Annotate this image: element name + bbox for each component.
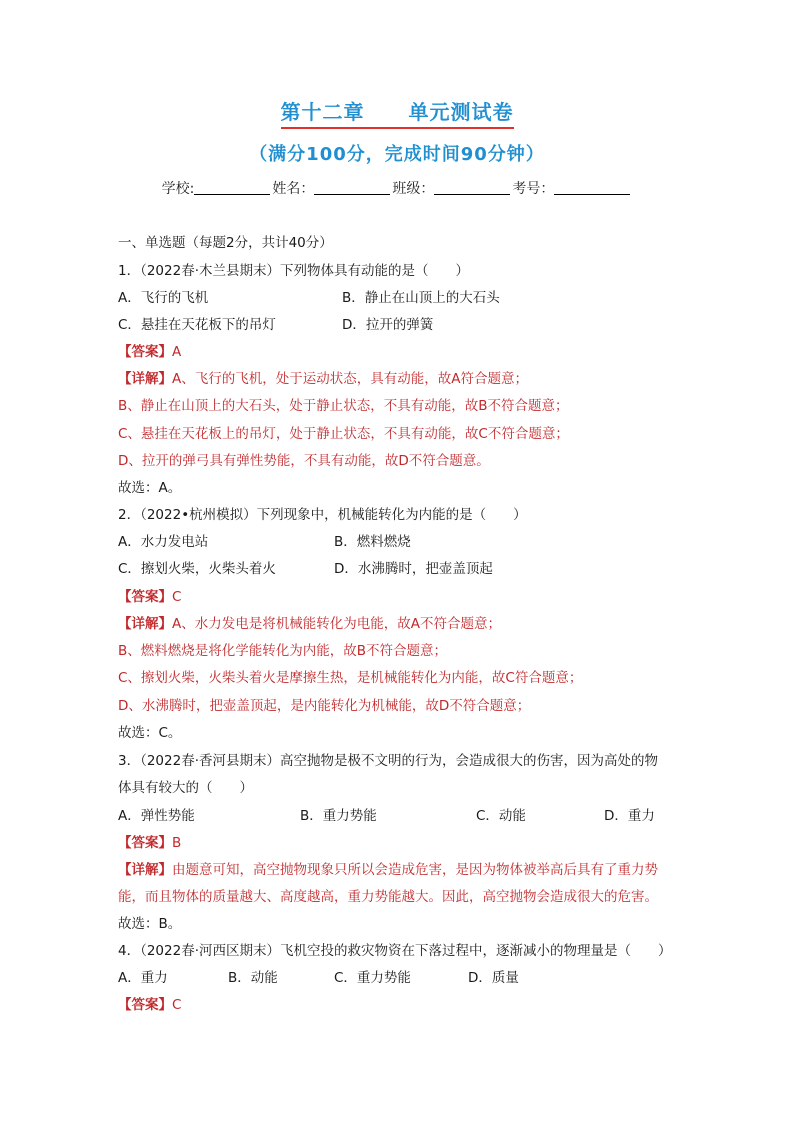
name-blank[interactable] (314, 180, 390, 195)
q2-detail-line: C、擦划火柴，火柴头着火是摩擦生热，是机械能转化为内能，故C符合题意； (118, 670, 583, 686)
class-label: 班级： (392, 181, 435, 197)
q3-stem: 3．（2022春·香河县期末）高空抛物是极不文明的行为，会造成很大的伤害，因为高处的物 (118, 753, 658, 769)
answer-tag: 【答案】 (118, 589, 172, 605)
q2-option-b: B．燃料燃烧 (334, 534, 411, 550)
q1-options-row2 (118, 315, 433, 335)
q4-stem: 4．（2022春·河西区期末）飞机空投的救灾物资在下落过程中，逐渐减小的物理量是（ ） (118, 943, 672, 959)
q2-option-a: A．水力发电站 (118, 534, 209, 550)
q1-option-c: C．悬挂在天花板下的吊灯 (118, 317, 276, 333)
q3-option-a: A．弹性势能 (118, 808, 195, 824)
answer-value: A (172, 344, 182, 360)
q2-options-row2 (118, 559, 493, 579)
exam-number-label: 考号： (512, 181, 555, 197)
detail-tag: 【详解】 (118, 862, 172, 878)
answer-tag: 【答案】 (118, 344, 172, 360)
detail-tag: 【详解】 (118, 616, 172, 632)
student-info-row (0, 178, 794, 198)
q3-answer (118, 833, 181, 853)
q1-option-b: B．静止在山顶上的大石头 (342, 290, 500, 306)
q4-option-b: B．动能 (228, 970, 278, 986)
q2-option-d: D．水沸腾时，把壶盖顶起 (334, 561, 493, 577)
q4-options-row (118, 968, 519, 988)
answer-value: B (172, 835, 182, 851)
school-blank[interactable] (194, 180, 270, 195)
q1-option-d: D．拉开的弹簧 (342, 317, 434, 333)
q1-detail-line: 【详解】A、飞行的飞机，处于运动状态，具有动能，故A符合题意； (118, 371, 528, 387)
answer-tag: 【答案】 (118, 997, 172, 1013)
q3-options-row (118, 806, 655, 826)
q3-detail-line: 【详解】由题意可知，高空抛物现象只所以会造成危害，是因为物体被举高后具有了重力势 (118, 862, 658, 878)
name-label: 姓名： (272, 181, 315, 197)
q2-detail-line: D、水沸腾时，把壶盖顶起，是内能转化为机械能，故D不符合题意； (118, 698, 531, 714)
answer-tag: 【答案】 (118, 835, 172, 851)
answer-value: C (172, 589, 182, 605)
q3-option-c: C．动能 (476, 808, 526, 824)
q4-answer (118, 995, 181, 1015)
answer-value: C (172, 997, 182, 1013)
q1-detail-line: D、拉开的弹弓具有弹性势能，不具有动能，故D不符合题意。 (118, 453, 490, 469)
q1-conclusion: 故选：A。 (118, 480, 182, 496)
class-blank[interactable] (434, 180, 510, 195)
q2-conclusion: 故选：C。 (118, 725, 182, 741)
q1-detail-line: B、静止在山顶上的大石头，处于静止状态，不具有动能，故B不符合题意； (118, 398, 569, 414)
title-block (0, 96, 794, 129)
exam-number-blank[interactable] (554, 180, 630, 195)
q2-options-row1 (118, 532, 411, 552)
q4-option-c: C．重力势能 (334, 970, 411, 986)
q2-detail-line: 【详解】A、水力发电是将机械能转化为电能，故A不符合题意； (118, 616, 501, 632)
q1-option-a: A．飞行的飞机 (118, 290, 209, 306)
school-label: 学校: (161, 181, 195, 197)
q1-detail-line: C、悬挂在天花板上的吊灯，处于静止状态，不具有动能，故C不符合题意； (118, 426, 569, 442)
q1-stem: 1．（2022春·木兰县期末）下列物体具有动能的是（ ） (118, 263, 469, 279)
section-heading: 一、单选题（每题2分，共计40分） (118, 235, 333, 251)
q1-answer (118, 342, 181, 362)
page-title: 第十二章 单元测试卷 (281, 96, 514, 129)
q3-conclusion: 故选：B。 (118, 916, 182, 932)
page-subtitle: （满分100分，完成时间90分钟） (249, 144, 545, 165)
q2-answer (118, 587, 181, 607)
q2-option-c: C．擦划火柴，火柴头着火 (118, 561, 276, 577)
q1-options-row1 (118, 288, 500, 308)
q3-detail-line: 能，而且物体的质量越大、高度越高，重力势能越大。因此，高空抛物会造成很大的危害。 (118, 889, 658, 905)
detail-tag: 【详解】 (118, 371, 172, 387)
q2-stem: 2．（2022•杭州模拟）下列现象中，机械能转化为内能的是（ ） (118, 507, 527, 523)
q4-option-a: A．重力 (118, 970, 168, 986)
q4-option-d: D．质量 (468, 970, 519, 986)
q3-option-b: B．重力势能 (300, 808, 377, 824)
q3-stem: 体具有较大的（ ） (118, 780, 253, 796)
q3-option-d: D．重力 (604, 808, 655, 824)
q2-detail-line: B、燃料燃烧是将化学能转化为内能，故B不符合题意； (118, 643, 448, 659)
